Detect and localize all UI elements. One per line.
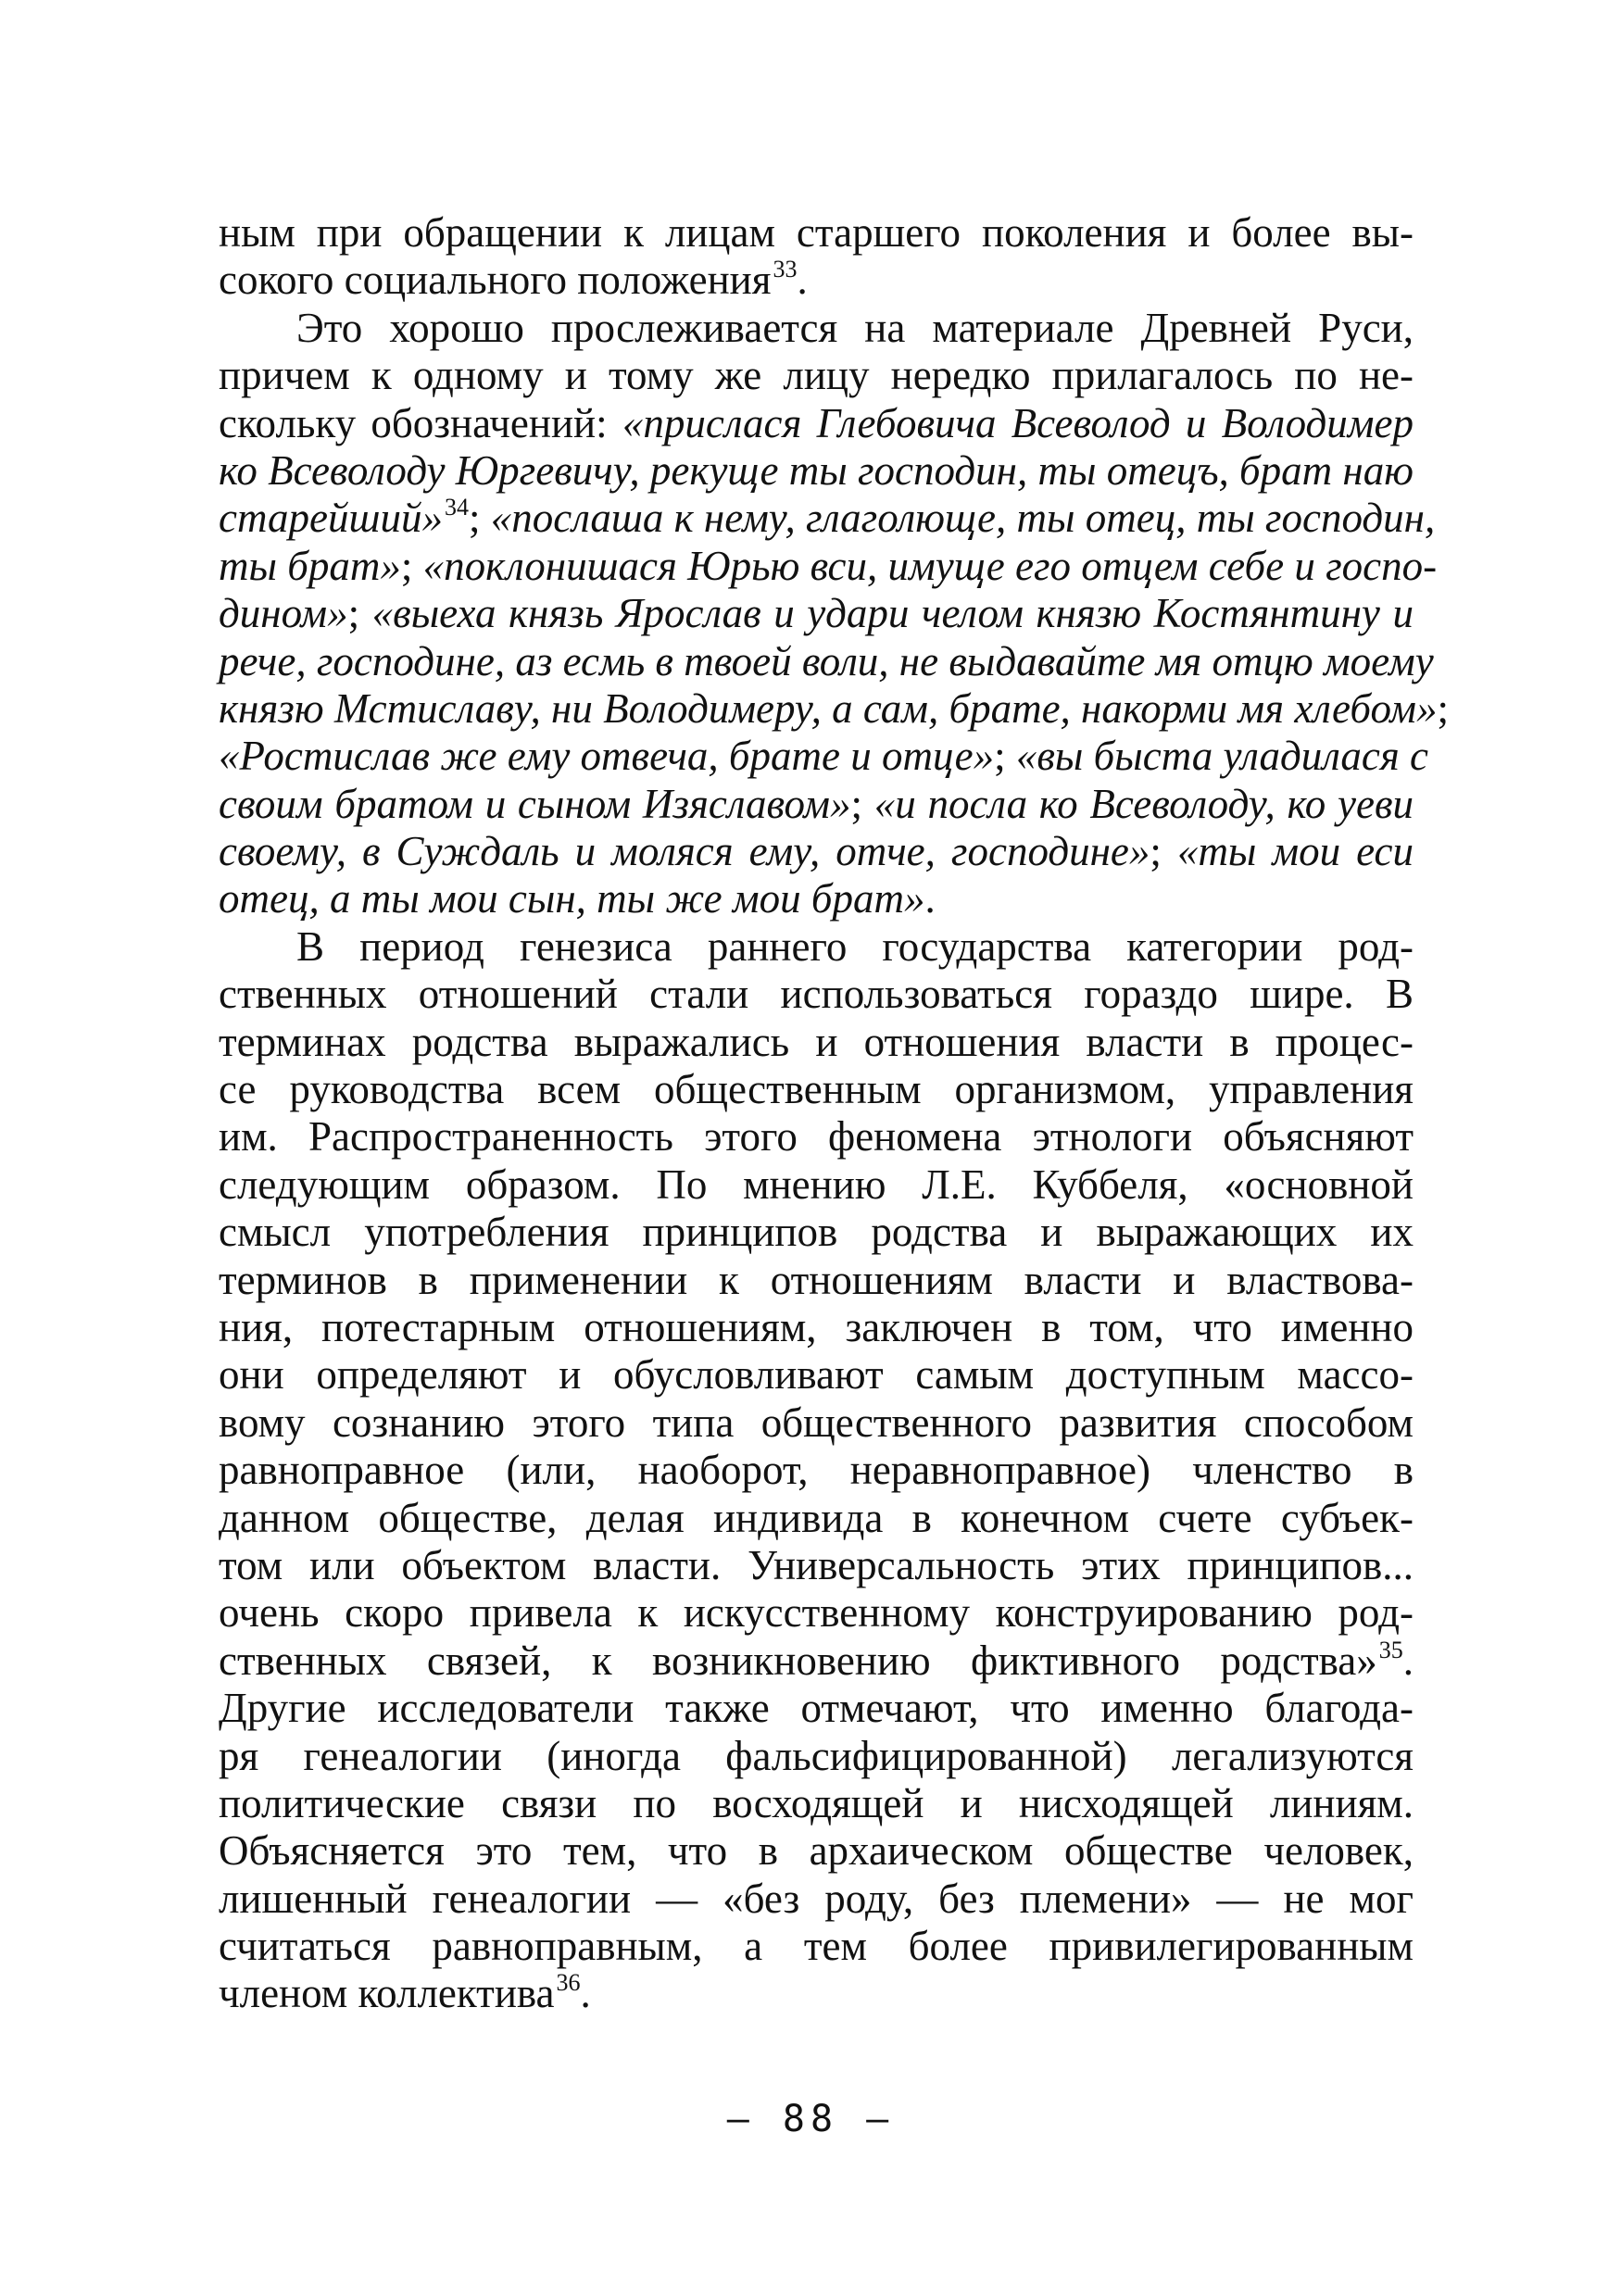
- text-line: скольку обозначений: «прислася Глебовича Всеволод и Володимер: [219, 399, 1414, 446]
- chronicle-quote: «Ростислав же ему отвеча, брате и отце»: [219, 733, 995, 780]
- chronicle-quote: «выеха князь Ярослав и удари челом князю Костянтину и: [371, 590, 1414, 637]
- chronicle-quote: дином»: [219, 590, 348, 637]
- text-line: «Ростислав же ему отвеча, брате и отце»; «вы быста уладилася с: [219, 733, 1429, 780]
- footnote-ref[interactable]: 34: [444, 494, 469, 521]
- text-line: следующим образом. По мнению Л.Е. Куббеля, «основной: [219, 1161, 1414, 1208]
- text-line: отец, а ты мои сын, ты же мои брат».: [219, 875, 936, 922]
- text-line: членом коллектива$^{36}$.: [219, 1969, 591, 2017]
- text-line: причем к одному и тому же лицу нередко прилагалось по не-: [219, 352, 1414, 399]
- text-line: они определяют и обусловливают самым доступным массо-: [219, 1351, 1414, 1399]
- chronicle-quote: «поклонишася Юрью вси, имуще его отцем себе и госпо-: [422, 542, 1438, 589]
- chronicle-quote: «и посла ко Всеволоду, ко уеви: [873, 780, 1414, 827]
- chronicle-quote: своим братом и сыном Изяславом»: [219, 780, 851, 827]
- text-line: политические связи по восходящей и нисходящей линиям.: [219, 1779, 1414, 1826]
- text-line: ственных связей, к возникновению фиктивного родства»$^{35}$.: [219, 1636, 1414, 1684]
- chronicle-quote: князю Мстиславу, ни Володимеру, а сам, брате, накорми мя хлебом»: [219, 684, 1438, 732]
- text-line: лишенный генеалогии — «без роду, без племени» — не мог: [219, 1875, 1414, 1922]
- footnote-ref[interactable]: 33: [773, 256, 798, 283]
- footnote-ref[interactable]: 35: [1378, 1636, 1403, 1663]
- page-body: [219, 209, 1449, 2018]
- chronicle-quote: старейший»: [219, 495, 443, 542]
- text-line: Это хорошо прослеживается на материале Древней Руси,: [296, 304, 1414, 351]
- text-line: ко Всеволоду Юргевичу, рекуще ты господин, ты отецъ, брат наю: [219, 446, 1414, 494]
- text-line: Объясняется это тем, что в архаическом обществе человек,: [219, 1827, 1414, 1875]
- text-line: рече, господине, аз есмь в твоей воли, не выдавайте мя отцю моему: [219, 637, 1434, 684]
- text-line: се руководства всем общественным организмом, управления: [219, 1066, 1414, 1113]
- text-line: очень скоро привела к искусственному конструированию род-: [219, 1589, 1414, 1637]
- text-line: ря генеалогии (иногда фальсифицированной) легализуются: [219, 1732, 1414, 1779]
- chronicle-quote: «послаша к нему, глаголюще, ты отец, ты господин,: [490, 495, 1436, 542]
- chronicle-quote: отец, а ты мои сын, ты же мои брат»: [219, 875, 925, 922]
- text-line: терминах родства выражались и отношения власти в процес-: [219, 1018, 1414, 1065]
- text-line: ственных отношений стали использоваться гораздо шире. В: [219, 971, 1414, 1018]
- page-number: — 88 —: [726, 2098, 895, 2140]
- text-line: ным при обращении к лицам старшего поколения и более вы-: [219, 209, 1414, 256]
- chronicle-quote: «прислася Глебовича Всеволод и Володимер: [622, 399, 1414, 446]
- text-line: данном обществе, делая индивида в конечном счете субъек-: [219, 1494, 1414, 1541]
- text-line: том или объектом власти. Универсальность этих принципов...: [219, 1541, 1414, 1588]
- chronicle-quote: своему, в Суждаль и моляся ему, отче, господине»: [219, 828, 1150, 875]
- text-line: ты брат»; «поклонишася Юрью вси, имуще его отцем себе и госпо-: [219, 542, 1438, 589]
- text-line: считаться равноправным, а тем более привилегированным: [219, 1923, 1414, 1970]
- chronicle-quote: «вы быста уладилася с: [1015, 733, 1429, 780]
- text-line: ния, потестарным отношениям, заключен в том, что именно: [219, 1303, 1414, 1350]
- text-line: Другие исследователи также отмечают, что именно благода-: [219, 1685, 1414, 1732]
- text-line: В период генезиса раннего государства категории род-: [296, 922, 1414, 970]
- text-line: им. Распространенность этого феномена этнологи объясняют: [219, 1113, 1414, 1161]
- text-line: старейший»$^{34}$; «послаша к нему, глаголюще, ты отец, ты господин,: [219, 494, 1436, 542]
- text-line: вому сознанию этого типа общественного развития способом: [219, 1399, 1414, 1446]
- text-line: своим братом и сыном Изяславом»; «и посла ко Всеволоду, ко уеви: [219, 780, 1414, 827]
- chronicle-quote: «ты мои еси: [1176, 828, 1414, 875]
- text-line: дином»; «выеха князь Ярослав и удари челом князю Костянтину и: [219, 590, 1414, 637]
- chronicle-quote: ты брат»: [219, 542, 401, 589]
- text-line: сокого социального положения$^{33}$.: [219, 256, 808, 304]
- text-line: князю Мстиславу, ни Володимеру, а сам, брате, накорми мя хлебом»;: [219, 684, 1449, 732]
- text-line: своему, в Суждаль и моляся ему, отче, господине»; «ты мои еси: [219, 828, 1414, 875]
- footnote-ref[interactable]: 36: [556, 1969, 581, 1997]
- text-line: равноправное (или, наоборот, неравноправное) членство в: [219, 1447, 1414, 1494]
- text-line: смысл употребления принципов родства и выражающих их: [219, 1209, 1414, 1256]
- text-line: терминов в применении к отношениям власти и властвова-: [219, 1256, 1414, 1303]
